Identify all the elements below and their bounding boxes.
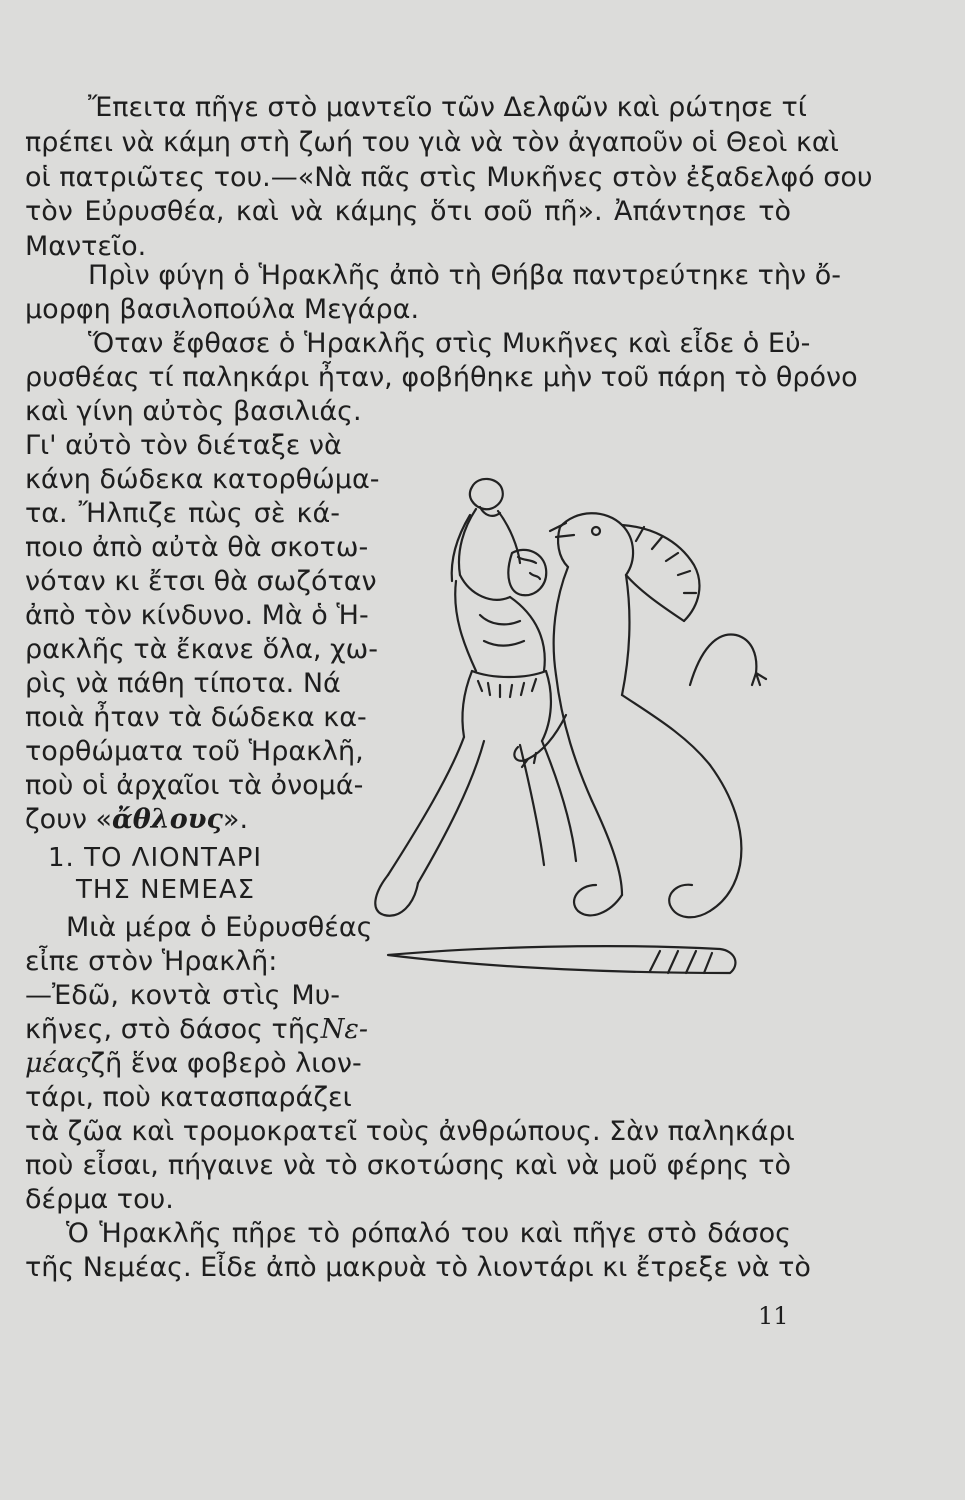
text-line: ποιο ἀπὸ αὐτὰ θὰ σκοτω- (25, 532, 369, 563)
text-line: ποιὰ ἦταν τὰ δώδεκα κα- (25, 702, 367, 733)
text-line: ρυσθέας τί παληκάρι ἦταν, φοβήθηκε μὴν τοῦ πάρη τὸ θρόνο (25, 362, 858, 393)
text-line: πρέπει νὰ κάμη στὴ ζωή του γιὰ νὰ τὸν ἀγαποῦν οἱ Θεοὶ καὶ (25, 127, 839, 158)
text-line: τῆς Νεμέας. Εἶδε ἀπὸ μακρυὰ τὸ λιοντάρι κι ἔτρεξε νὰ τὸ (25, 1252, 811, 1283)
text-line: τὰ ζῶα καὶ τρομοκρατεῖ τοὺς ἀνθρώπους. Σὰν παληκάρι (25, 1116, 795, 1147)
page-number: 11 (758, 1302, 789, 1330)
text-line (25, 1012, 369, 1048)
text-line: δέρμα του. (25, 1184, 174, 1215)
text-line: καὶ γίνη αὐτὸς βασιλιάς. (25, 396, 362, 427)
text-line: ἀπὸ τὸν κίνδυνο. Μὰ ὁ Ἡ- (25, 600, 369, 631)
text-line: νόταν κι ἔτσι θὰ σωζόταν (25, 566, 377, 597)
text-span: ». (222, 804, 249, 835)
text-line: —Ἐδῶ, κοντὰ στὶς Μυ- (25, 980, 340, 1011)
emphasis-word: μέας (25, 1048, 91, 1079)
section-heading: 1. ΤΟ ΛΙΟΝΤΑΡΙ (48, 843, 263, 873)
text-line: ποὺ οἱ ἀρχαῖοι τὰ ὀνομά- (25, 770, 364, 801)
text-line: τα. Ἤλπιζε πὼς σὲ κά- (25, 498, 340, 529)
text-line: τὸν Εὐρυσθέα, καὶ νὰ κάμης ὅτι σοῦ πῆ». Ἀπάντησε τὸ (25, 196, 791, 227)
text-span: κῆνες, στὸ δάσος τῆς (25, 1014, 321, 1045)
text-line: Μιὰ μέρα ὁ Εὐρυσθέας (66, 912, 373, 943)
text-line: ρακλῆς τὰ ἔκανε ὅλα, χω- (25, 634, 378, 665)
text-line: Ὁ Ἡρακλῆς πῆρε τὸ ρόπαλό του καὶ πῆγε στὸ δάσος (66, 1218, 791, 1249)
heracles-wrestling-lion-illustration (360, 465, 780, 1005)
emphasis-word: ἄθλους (112, 804, 223, 835)
text-line (25, 1046, 362, 1082)
text-span: ζουν « (25, 804, 113, 835)
text-line: Γι' αὐτὸ τὸν διέταξε νὰ (25, 430, 342, 461)
text-line: εἶπε στὸν Ἡρακλῆ: (25, 946, 278, 977)
text-line: τορθώματα τοῦ Ἡρακλῆ, (25, 736, 364, 767)
text-line: τάρι, ποὺ κατασπαράζει (25, 1082, 352, 1113)
text-line: Πρὶν φύγη ὁ Ἡρακλῆς ἀπὸ τὴ Θήβα παντρεύτηκε τὴν ὄ- (88, 260, 841, 291)
text-line: Ἔπειτα πῆγε στὸ μαντεῖο τῶν Δελφῶν καὶ ρώτησε τί (88, 92, 807, 123)
text-line (25, 802, 248, 838)
text-line: μορφη βασιλοπούλα Μεγάρα. (25, 294, 420, 325)
text-line: κάνη δώδεκα κατορθώμα- (25, 464, 380, 495)
text-line: ρὶς νὰ πάθη τίποτα. Νά (25, 668, 341, 699)
text-line: ποὺ εἶσαι, πήγαινε νὰ τὸ σκοτώσης καὶ νὰ μοῦ φέρης τὸ (25, 1150, 791, 1181)
text-line: Μαντεῖο. (25, 231, 147, 262)
text-line: Ὅταν ἔφθασε ὁ Ἡρακλῆς στὶς Μυκῆνες καὶ εἶδε ὁ Εὐ- (88, 328, 811, 359)
emphasis-word: Νε- (320, 1014, 369, 1045)
section-heading: ΤΗΣ ΝΕΜΕΑΣ (76, 875, 256, 905)
text-span: ζῆ ἕνα φοβερὸ λιον- (90, 1048, 362, 1079)
text-line: οἱ πατριῶτες του.—«Νὰ πᾶς στὶς Μυκῆνες στὸν ἐξαδελφό σου (25, 162, 873, 193)
